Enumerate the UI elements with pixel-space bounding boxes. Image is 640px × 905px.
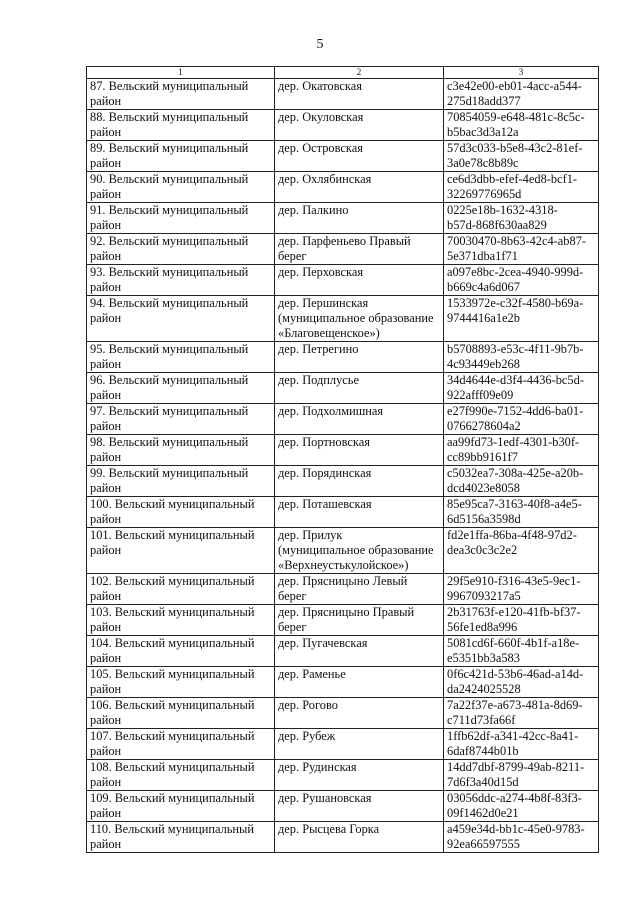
district-cell: 94. Вельский муниципальный район: [87, 296, 275, 342]
table-row: [87, 791, 599, 822]
district-cell: 106. Вельский муниципальный район: [87, 698, 275, 729]
district-cell: 90. Вельский муниципальный район: [87, 172, 275, 203]
guid-cell: 7a22f37e-a673-481a-8d69- c711d73fa66f: [444, 698, 599, 729]
guid-cell: 29f5e910-f316-43e5-9ec1- 9967093217a5: [444, 574, 599, 605]
settlement-cell: дер. Петрегино: [275, 342, 444, 373]
column-header-3: 3: [444, 67, 599, 79]
settlement-cell: дер. Рогово: [275, 698, 444, 729]
guid-cell: 2b31763f-e120-41fb-bf37- 56fe1ed8a996: [444, 605, 599, 636]
district-cell: 109. Вельский муниципальный район: [87, 791, 275, 822]
table-row: [87, 466, 599, 497]
settlement-cell: дер. Рысцева Горка: [275, 822, 444, 853]
table-row: [87, 528, 599, 574]
guid-cell: aa99fd73-1edf-4301-b30f- cc89bb9161f7: [444, 435, 599, 466]
guid-cell: e27f990e-7152-4dd6-ba01- 0766278604a2: [444, 404, 599, 435]
district-cell: 96. Вельский муниципальный район: [87, 373, 275, 404]
settlement-cell: дер. Портновская: [275, 435, 444, 466]
guid-cell: c3e42e00-eb01-4acc-a544- 275d18add377: [444, 79, 599, 110]
guid-cell: 0225e18b-1632-4318- b57d-868f630aa829: [444, 203, 599, 234]
guid-cell: ce6d3dbb-efef-4ed8-bcf1- 32269776965d: [444, 172, 599, 203]
table-row: [87, 265, 599, 296]
settlement-cell: дер. Палкино: [275, 203, 444, 234]
district-cell: 89. Вельский муниципальный район: [87, 141, 275, 172]
table-row: [87, 234, 599, 265]
table-row: [87, 342, 599, 373]
district-cell: 107. Вельский муниципальный район: [87, 729, 275, 760]
guid-cell: 0f6c421d-53b6-46ad-a14d- da2424025528: [444, 667, 599, 698]
district-cell: 100. Вельский муниципальный район: [87, 497, 275, 528]
district-cell: 88. Вельский муниципальный район: [87, 110, 275, 141]
settlement-cell: дер. Охлябинская: [275, 172, 444, 203]
district-cell: 108. Вельский муниципальный район: [87, 760, 275, 791]
table-row: [87, 79, 599, 110]
settlement-cell: дер. Рубеж: [275, 729, 444, 760]
settlement-cell: дер. Островская: [275, 141, 444, 172]
settlement-cell: дер. Пугачевская: [275, 636, 444, 667]
settlement-cell: дер. Перховская: [275, 265, 444, 296]
settlement-cell: дер. Першинская (муниципальное образование «Благовещенское»): [275, 296, 444, 342]
guid-cell: a097e8bc-2cea-4940-999d- b669c4a6d067: [444, 265, 599, 296]
settlement-cell: дер. Парфеньево Правый берег: [275, 234, 444, 265]
table-body: [87, 79, 599, 853]
guid-cell: 1ffb62df-a341-42cc-8a41- 6daf8744b01b: [444, 729, 599, 760]
table-row: [87, 435, 599, 466]
settlement-cell: дер. Прясницыно Левый берег: [275, 574, 444, 605]
table-row: [87, 203, 599, 234]
guid-cell: 03056ddc-a274-4b8f-83f3- 09f1462d0e21: [444, 791, 599, 822]
page-number: 5: [316, 37, 324, 52]
district-cell: 105. Вельский муниципальный район: [87, 667, 275, 698]
district-cell: 102. Вельский муниципальный район: [87, 574, 275, 605]
table-row: [87, 729, 599, 760]
guid-cell: fd2e1ffa-86ba-4f48-97d2- dea3c0c3c2e2: [444, 528, 599, 574]
guid-cell: c5032ea7-308a-425e-a20b- dcd4023e8058: [444, 466, 599, 497]
settlement-cell: дер. Рушановская: [275, 791, 444, 822]
settlement-registry-table: [86, 66, 599, 853]
column-header-1: 1: [87, 67, 275, 79]
table-row: [87, 636, 599, 667]
settlement-cell: дер. Окуловская: [275, 110, 444, 141]
district-cell: 92. Вельский муниципальный район: [87, 234, 275, 265]
guid-cell: 70854059-e648-481c-8c5c- b5bac3d3a12a: [444, 110, 599, 141]
district-cell: 91. Вельский муниципальный район: [87, 203, 275, 234]
district-cell: 98. Вельский муниципальный район: [87, 435, 275, 466]
district-cell: 101. Вельский муниципальный район: [87, 528, 275, 574]
table-row: [87, 605, 599, 636]
district-cell: 110. Вельский муниципальный район: [87, 822, 275, 853]
table-row: [87, 698, 599, 729]
table-row: [87, 404, 599, 435]
table-row: [87, 296, 599, 342]
table-row: [87, 497, 599, 528]
district-cell: 95. Вельский муниципальный район: [87, 342, 275, 373]
table-row: [87, 574, 599, 605]
guid-cell: 14dd7dbf-8799-49ab-8211- 7d6f3a40d15d: [444, 760, 599, 791]
district-cell: 99. Вельский муниципальный район: [87, 466, 275, 497]
district-cell: 104. Вельский муниципальный район: [87, 636, 275, 667]
guid-cell: b5708893-e53c-4f11-9b7b- 4c93449eb268: [444, 342, 599, 373]
settlement-cell: дер. Подплусье: [275, 373, 444, 404]
table-row: [87, 667, 599, 698]
table-row: [87, 172, 599, 203]
settlement-cell: дер. Подхолмишная: [275, 404, 444, 435]
settlement-cell: дер. Поташевская: [275, 497, 444, 528]
table-row: [87, 110, 599, 141]
settlement-cell: дер. Порядинская: [275, 466, 444, 497]
settlement-cell: дер. Окатовская: [275, 79, 444, 110]
district-cell: 103. Вельский муниципальный район: [87, 605, 275, 636]
settlement-cell: дер. Прясницыно Правый берег: [275, 605, 444, 636]
settlement-cell: дер. Рудинская: [275, 760, 444, 791]
table-row: [87, 822, 599, 853]
table-row: [87, 760, 599, 791]
guid-cell: 85e95ca7-3163-40f8-a4e5- 6d5156a3598d: [444, 497, 599, 528]
table-row: [87, 141, 599, 172]
guid-cell: 70030470-8b63-42c4-ab87- 5e371dba1f71: [444, 234, 599, 265]
settlement-cell: дер. Прилук (муниципальное образование «Верхнеустькулойское»): [275, 528, 444, 574]
settlement-cell: дер. Раменье: [275, 667, 444, 698]
table-row: [87, 373, 599, 404]
column-header-2: 2: [275, 67, 444, 79]
guid-cell: 1533972e-c32f-4580-b69a- 9744416a1e2b: [444, 296, 599, 342]
table-header: [87, 67, 599, 79]
district-cell: 97. Вельский муниципальный район: [87, 404, 275, 435]
guid-cell: 57d3c033-b5e8-43c2-81ef- 3a0e78c8b89c: [444, 141, 599, 172]
guid-cell: a459e34d-bb1c-45e0-9783- 92ea66597555: [444, 822, 599, 853]
guid-cell: 34d4644e-d3f4-4436-bc5d- 922afff09e09: [444, 373, 599, 404]
district-cell: 93. Вельский муниципальный район: [87, 265, 275, 296]
district-cell: 87. Вельский муниципальный район: [87, 79, 275, 110]
header-row: [87, 67, 599, 79]
guid-cell: 5081cd6f-660f-4b1f-a18e- e5351bb3a583: [444, 636, 599, 667]
